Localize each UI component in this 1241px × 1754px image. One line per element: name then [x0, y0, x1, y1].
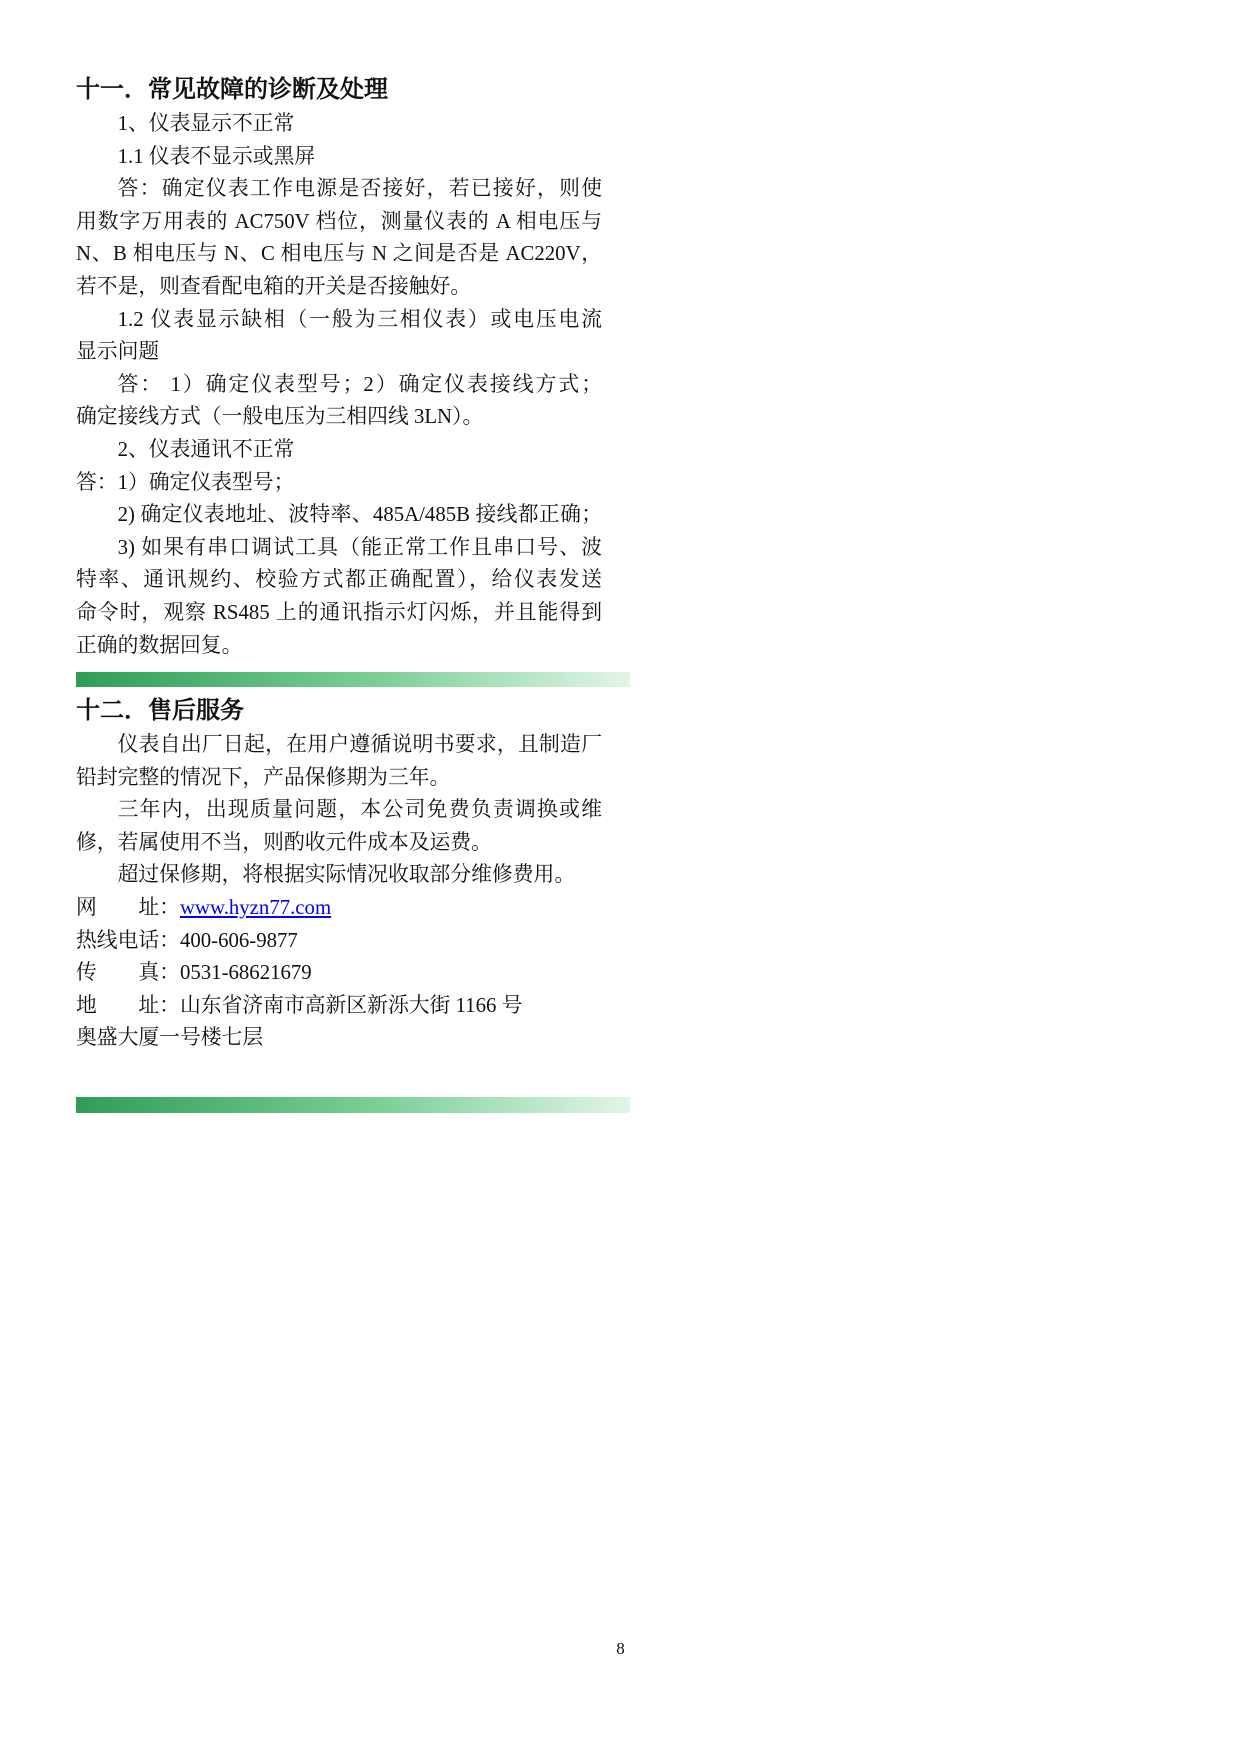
website-link[interactable]: www.hyzn77.com — [179, 895, 332, 919]
section-divider — [76, 1097, 630, 1113]
contact-fax — [76, 957, 602, 990]
address-label: 地 址： — [76, 993, 180, 1017]
answer-line: 答：1）确定仪表型号； — [76, 470, 295, 494]
service-text-line: 铅封完整的情况下，产品保修期为三年。 — [76, 765, 451, 789]
answer-line: 确定接线方式（一般电压为三相四线 3LN）。 — [76, 405, 484, 429]
answer-line: N、B 相电压与 N、C 相电压与 N 之间是否是 AC220V， — [76, 242, 602, 266]
page-number: 8 — [616, 1639, 625, 1658]
hotline-number: 400-606-9877 — [179, 928, 298, 952]
fax-number: 0531-68621679 — [179, 961, 312, 985]
section-after-sales — [76, 694, 602, 1055]
question-heading: 1.1 仪表不显示或黑屏 — [117, 144, 316, 168]
answer-line: 2) 确定仪表地址、波特率、485A/485B 接线都正确； — [117, 503, 602, 527]
question-heading: 显示问题 — [76, 340, 160, 364]
subsection-heading: 2、仪表通讯不正常 — [117, 437, 295, 461]
answer-line: 命令时，观察 RS485 上的通讯指示灯闪烁，并且能得到 — [76, 600, 602, 624]
contact-hotline — [76, 925, 602, 958]
service-text-line: 修，若属使用不当，则酌收元件成本及运费。 — [76, 830, 492, 854]
answer-line: 3) 如果有串口调试工具（能正常工作且串口号、波 — [117, 535, 602, 559]
subsection-heading: 1、仪表显示不正常 — [117, 112, 295, 135]
hotline-label: 热线电话： — [76, 928, 180, 952]
answer-line: 答：确定仪表工作电源是否接好，若已接好，则使 — [117, 177, 602, 201]
contact-address — [76, 990, 602, 1023]
website-label: 网 址： — [76, 895, 180, 919]
section-divider — [76, 672, 630, 687]
fax-label: 传 真： — [76, 961, 180, 985]
service-text-line: 三年内，出现质量问题，本公司免费负责调换或维 — [117, 798, 602, 822]
section-11-title: 十一．常见故障的诊断及处理 — [76, 77, 388, 103]
answer-line: 特率、通讯规约、校验方式都正确配置），给仪表发送 — [76, 568, 602, 592]
section-12-title: 十二．售后服务 — [76, 698, 244, 724]
address-value: 山东省济南市高新区新泺大街 1166 号 — [179, 993, 523, 1017]
section-troubleshooting — [76, 73, 602, 662]
question-heading: 1.2 仪表显示缺相（一般为三相仪表）或电压电流 — [117, 307, 602, 331]
contact-website — [76, 892, 602, 925]
answer-line: 正确的数据回复。 — [76, 633, 243, 657]
service-text-line: 超过保修期，将根据实际情况收取部分维修费用。 — [117, 863, 576, 887]
answer-line: 答： 1）确定仪表型号；2）确定仪表接线方式； — [117, 372, 602, 396]
answer-line: 用数字万用表的 AC750V 档位，测量仪表的 A 相电压与 — [76, 209, 602, 233]
address-line-2: 奥盛大厦一号楼七层 — [76, 1026, 264, 1050]
answer-line: 若不是，则查看配电箱的开关是否接触好。 — [76, 274, 472, 298]
service-text-line: 仪表自出厂日起，在用户遵循说明书要求，且制造厂 — [117, 733, 602, 756]
